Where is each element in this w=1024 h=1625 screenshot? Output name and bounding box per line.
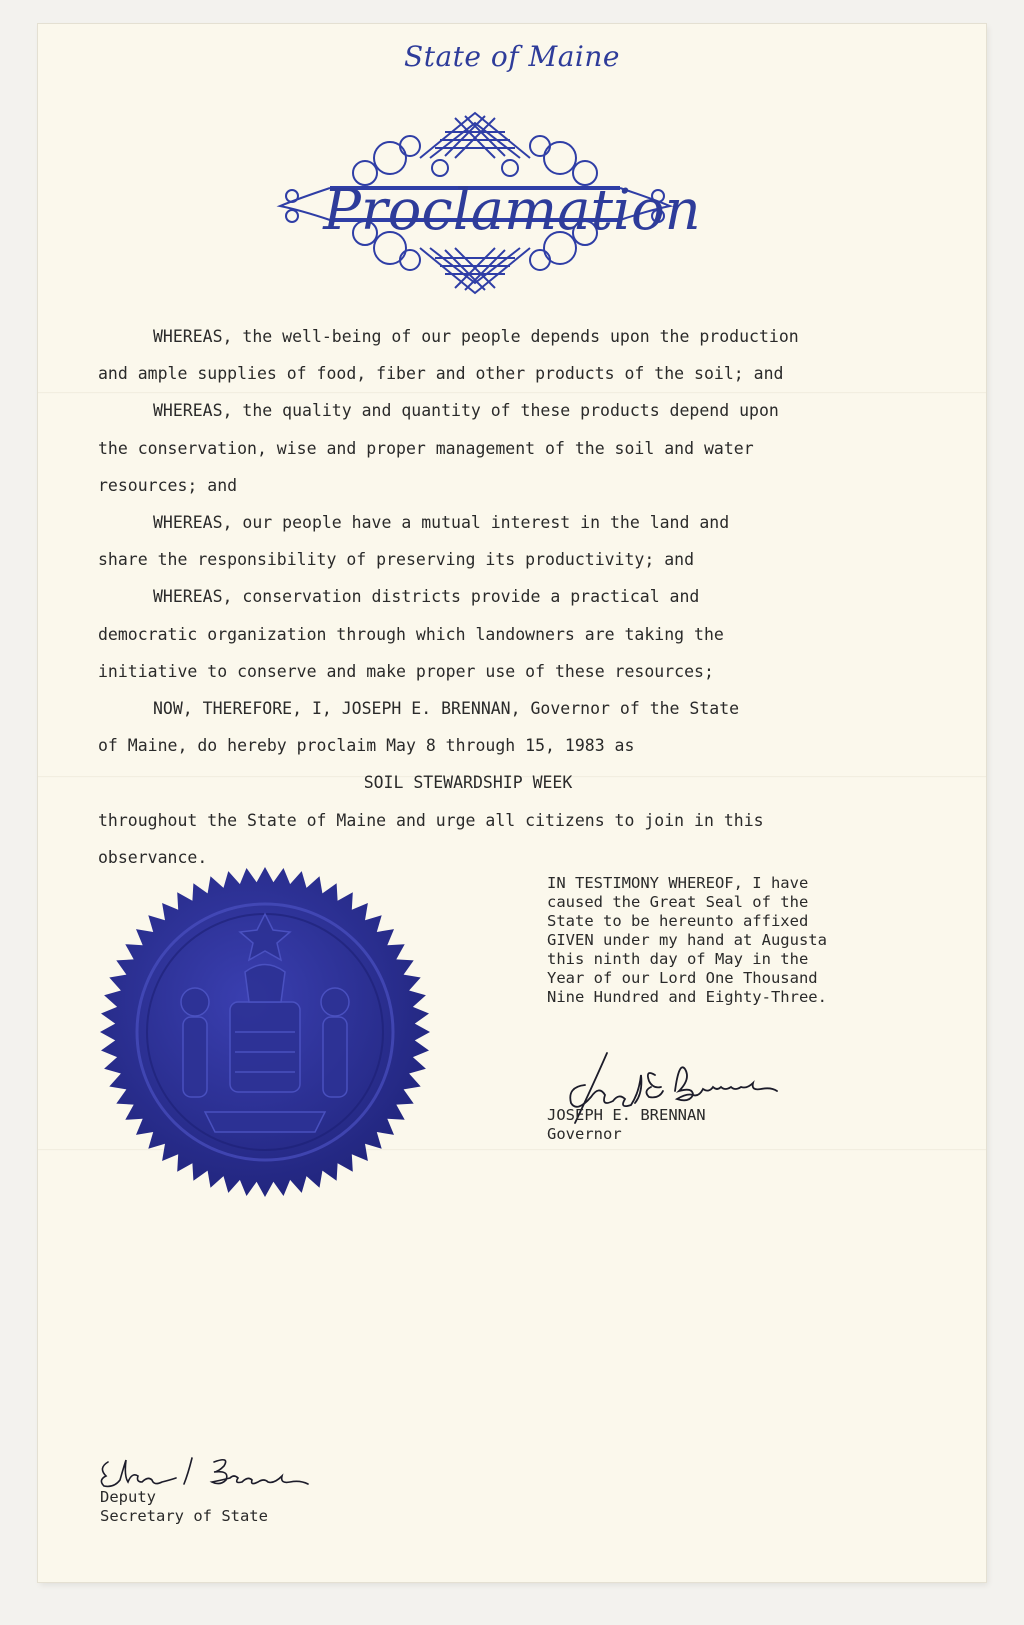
proclamation-title: Proclamation [323, 178, 701, 243]
body-line: of Maine, do hereby proclaim May 8 through 15, 1983 as [98, 736, 635, 756]
body-line: democratic organization through which landowners are taking the [98, 624, 724, 644]
testimony-line: GIVEN under my hand at Augusta [547, 931, 827, 949]
testimony-line: State to be hereunto affixed [547, 912, 809, 930]
body-line: WHEREAS, conservation districts provide a practical and [153, 587, 700, 607]
body-line: NOW, THEREFORE, I, JOSEPH E. BRENNAN, Governor of the State [153, 699, 740, 719]
governor-title: Governor [547, 1125, 622, 1143]
testimony-block [547, 874, 907, 1007]
body-line: resources; and [98, 475, 238, 495]
body-line: and ample supplies of food, fiber and other products of the soil; and [98, 364, 784, 384]
body-line: WHEREAS, the well-being of our people depends upon the production [153, 327, 799, 346]
governor-name: JOSEPH E. BRENNAN [547, 1106, 706, 1124]
body-line: the conservation, wise and proper management of the soil and water [98, 438, 754, 458]
body-line: observance. [98, 847, 208, 867]
testimony-line: this ninth day of May in the [547, 950, 809, 968]
body-line: initiative to conserve and make proper use of these resources; [98, 661, 714, 681]
state-title: State of Maine [404, 40, 620, 73]
body-line: share the responsibility of preserving its productivity; and [98, 550, 695, 570]
body-line: throughout the State of Maine and urge all citizens to join in this [98, 810, 764, 830]
testimony-line: IN TESTIMONY WHEREOF, I have [547, 874, 809, 892]
deputy-block [100, 1488, 268, 1526]
body-line: WHEREAS, our people have a mutual interest in the land and [153, 513, 730, 533]
deputy-signature [92, 1452, 312, 1492]
week-title: SOIL STEWARDSHIP WEEK [363, 773, 573, 793]
testimony-line: Nine Hundred and Eighty-Three. [547, 988, 827, 1006]
testimony-line: caused the Great Seal of the [547, 893, 809, 911]
great-seal-of-maine [95, 862, 435, 1202]
proclamation-body [98, 318, 898, 876]
testimony-line: Year of our Lord One Thousand [547, 969, 818, 987]
deputy-title-line2: Secretary of State [100, 1507, 268, 1525]
body-line: WHEREAS, the quality and quantity of these products depend upon [153, 401, 779, 421]
governor-block [547, 1106, 706, 1144]
deputy-title-line1: Deputy [100, 1488, 156, 1506]
